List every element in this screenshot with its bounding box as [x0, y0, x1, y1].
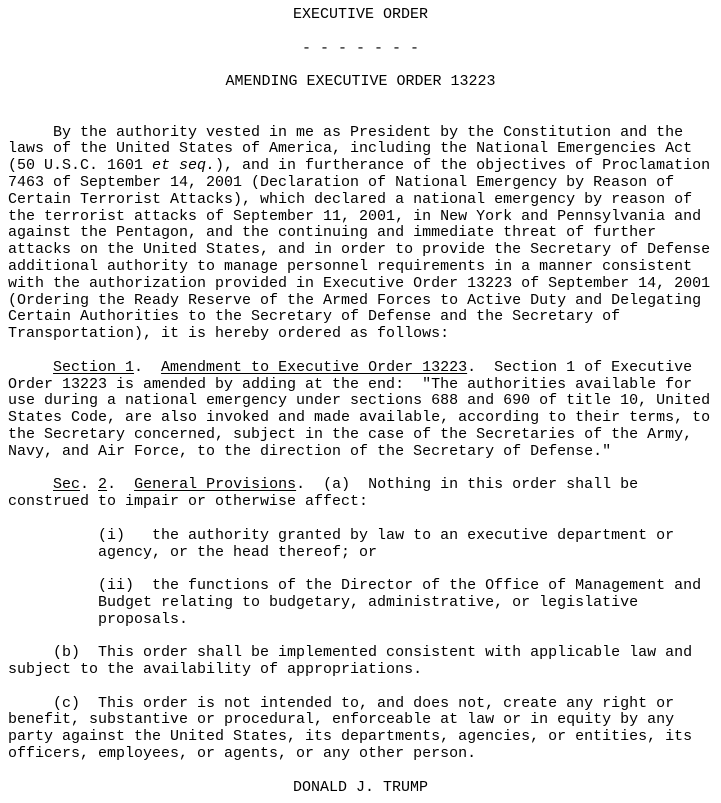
preamble-line: [8, 326, 713, 343]
section-2-line: [8, 494, 713, 511]
blank-line: [8, 343, 713, 360]
section-1-line: [8, 444, 713, 461]
blank-line: [8, 679, 713, 696]
blank-line: [8, 628, 713, 645]
text-run: additional authority to manage personnel requirements in a manner consistent: [8, 257, 693, 275]
section-1-line: [8, 427, 713, 444]
text-run: (b) This order shall be implemented consistent with applicable law and: [8, 644, 693, 662]
text-run: construed to impair or otherwise affect:: [8, 493, 369, 511]
text-run: Order 13223 is amended by adding at the end: "The authorities available for: [8, 375, 693, 393]
clause-c-line: [8, 712, 713, 729]
signature: [8, 780, 713, 797]
text-run: [8, 476, 53, 493]
underlined-text: General Provisions: [134, 476, 297, 494]
clause-i-line: [8, 545, 713, 562]
blank-line: [8, 108, 713, 125]
text-run: - - - - - - -: [301, 39, 420, 57]
underlined-text: 2: [98, 476, 108, 494]
blank-line: [8, 461, 713, 478]
preamble-line: [8, 259, 713, 276]
clause-c-line: [8, 746, 713, 763]
section-1-line: [8, 410, 713, 427]
blank-line: [8, 511, 713, 528]
clause-b-line: [8, 662, 713, 679]
text-run: By the authority vested in me as President by the Constitution and the: [8, 123, 684, 141]
clause-ii-line: [8, 595, 713, 612]
text-run: party against the United States, its departments, agencies, or entities, its: [8, 728, 693, 746]
text-run: the Secretary concerned, subject in the case of the Secretaries of the Army,: [8, 425, 693, 443]
clause-ii-line: [8, 578, 713, 595]
section-1-line: [8, 393, 713, 410]
section-1-line: [8, 360, 713, 377]
preamble-line: [8, 276, 713, 293]
clause-b-line: [8, 645, 713, 662]
preamble-line: [8, 125, 713, 142]
text-run: . (a) Nothing in this order shall be: [296, 476, 639, 494]
text-run: (ii) the functions of the Director of the Office of Management and: [8, 577, 702, 595]
text-run: Certain Authorities to the Secretary of Defense and the Secretary of: [8, 308, 621, 326]
underlined-text: Section 1: [53, 358, 135, 376]
text-run: [8, 359, 53, 376]
blank-line: [8, 763, 713, 780]
page-title: [8, 7, 713, 24]
text-run: officers, employees, or agents, or any other person.: [8, 745, 477, 763]
text-run: laws of the United States of America, including the National Emergencies Act: [8, 140, 693, 158]
text-run: subject to the availability of appropriations.: [8, 661, 423, 679]
blank-line: [8, 561, 713, 578]
preamble-line: [8, 242, 713, 259]
blank-line: [8, 57, 713, 74]
text-run: ), and in furtherance of the objectives of Proclamation: [215, 157, 711, 175]
page-subtitle: [8, 74, 713, 91]
preamble-line: [8, 175, 713, 192]
text-run: (50 U.S.C. 1601: [8, 157, 153, 175]
text-run: attacks on the United States, and in order to provide the Secretary of Defense: [8, 241, 711, 259]
text-run: AMENDING EXECUTIVE ORDER 13223: [225, 73, 496, 91]
preamble-line: [8, 209, 713, 226]
clause-c-line: [8, 696, 713, 713]
preamble-line: [8, 192, 713, 209]
text-run: (i) the authority granted by law to an executive department or: [8, 526, 675, 544]
text-run: the terrorist attacks of September 11, 2001, in New York and Pennsylvania and: [8, 207, 702, 225]
text-run: 7463 of September 14, 2001 (Declaration of National Emergency by Reason of: [8, 173, 675, 191]
text-run: (c) This order is not intended to, and does not, create any right or: [8, 694, 675, 712]
blank-line: [8, 24, 713, 41]
preamble-line: [8, 141, 713, 158]
clause-i-line: [8, 528, 713, 545]
text-run: with the authorization provided in Executive Order 13223 of September 14, 2001: [8, 274, 711, 292]
italic-text: et seq.: [152, 157, 216, 175]
preamble-line: [8, 309, 713, 326]
blank-line: [8, 91, 713, 108]
text-run: .: [134, 358, 162, 376]
text-run: against the Pentagon, and the continuing and immediate threat of further: [8, 224, 657, 242]
text-run: DONALD J. TRUMP: [292, 778, 429, 796]
text-run: EXECUTIVE ORDER: [292, 6, 429, 23]
document-body: [8, 7, 713, 796]
text-run: Navy, and Air Force, to the direction of the Secretary of Defense.": [8, 442, 612, 460]
clause-ii-line: [8, 612, 713, 629]
text-run: .: [80, 476, 99, 494]
text-run: Transportation), it is hereby ordered as follows:: [8, 325, 450, 343]
preamble-line: [8, 293, 713, 310]
text-run: use during a national emergency under sections 688 and 690 of title 10, United: [8, 392, 711, 410]
underlined-text: Sec: [53, 476, 81, 494]
text-run: benefit, substantive or procedural, enforceable at law or in equity by any: [8, 711, 675, 729]
text-run: States Code, are also invoked and made available, according to their terms, to: [8, 409, 711, 427]
text-run: .: [107, 476, 135, 494]
underlined-text: Amendment to Executive Order 13223: [161, 358, 468, 376]
text-run: agency, or the head thereof; or: [8, 543, 378, 561]
text-run: (Ordering the Ready Reserve of the Armed Forces to Active Duty and Delegating: [8, 291, 702, 309]
text-run: proposals.: [8, 610, 189, 628]
preamble-line: [8, 158, 713, 175]
text-run: Certain Terrorist Attacks), which declared a national emergency by reason of: [8, 190, 693, 208]
separator-dashes: [8, 41, 713, 58]
preamble-line: [8, 225, 713, 242]
text-run: . Section 1 of Executive: [467, 358, 693, 376]
text-run: Budget relating to budgetary, administrative, or legislative: [8, 593, 639, 611]
clause-c-line: [8, 729, 713, 746]
section-2-line: [8, 477, 713, 494]
section-1-line: [8, 377, 713, 394]
